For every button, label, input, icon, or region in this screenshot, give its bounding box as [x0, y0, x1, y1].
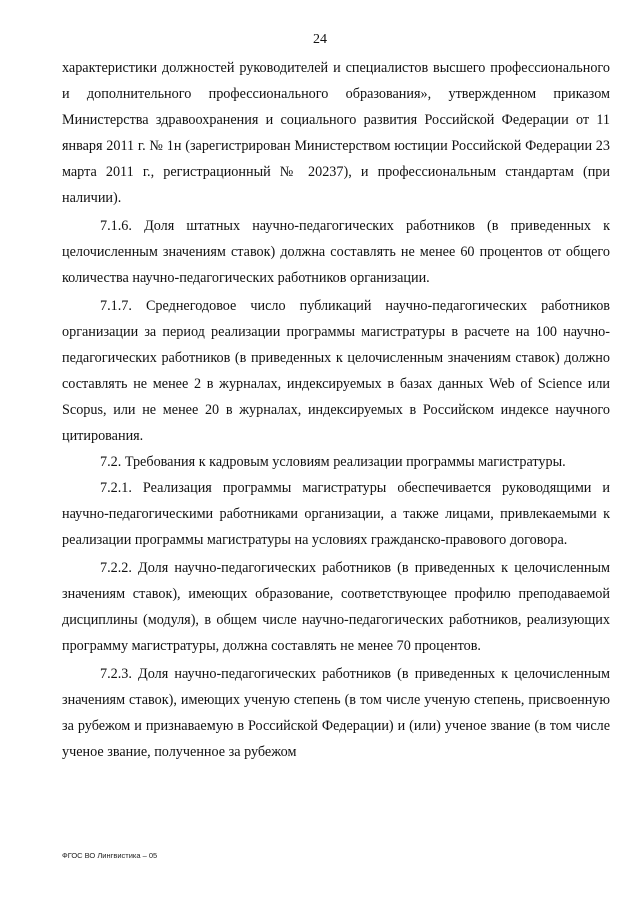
- body-text: [62, 55, 610, 765]
- paragraph-7-2-2: 7.2.2. Доля научно-педагогических работников (в приведенных к целочисленным значениям ставок), имеющих образование, соответствующее профилю преподаваемой дисциплины (модуля), в общем числе научно-педагогических работников, реализующих программу магистратуры, должна составлять не менее 70 процентов.: [62, 560, 610, 654]
- page-number: 24: [313, 32, 327, 47]
- paragraph-7-1-7: 7.1.7. Среднегодовое число публикаций научно-педагогических работников организации за период реализации программы магистратуры в расчете на 100 научно-педагогических работников (в приведенных к целочисленным значениям ставок) должно составлять не менее 2 в журналах, индексируемых в базах данных Web of Science или Scopus, или не менее 20 в журналах, индексируемых в Российском индексе научного цитирования.: [62, 298, 610, 444]
- paragraph-7-1-6: 7.1.6. Доля штатных научно-педагогических работников (в приведенных к целочисленным значениям ставок) должна составлять не менее 60 процентов от общего количества научно-педагогических работников организации.: [62, 218, 610, 286]
- paragraph-continuation: характеристики должностей руководителей и специалистов высшего профессионального и дополнительного профессионального образования», утвержденном приказом Министерства здравоохранения и социального развития Российской Федерации от 11 января 2011 г. № 1н (зарегистрирован Министерством юстиции Российской Федерации 23 марта 2011 г., регистрационный № 20237), и профессиональным стандартам (при наличии).: [62, 60, 610, 206]
- paragraph-7-2: 7.2. Требования к кадровым условиям реализации программы магистратуры.: [100, 454, 566, 470]
- page-footer: ФГОС ВО Лингвистика – 05: [62, 851, 158, 860]
- paragraph-7-2-3: 7.2.3. Доля научно-педагогических работников (в приведенных к целочисленным значениям ставок), имеющих ученую степень (в том числе ученую степень, присвоенную за рубежом и признаваемую в Российской Федерации) и (или) ученое звание (в том числе ученое звание, полученное за рубежом: [62, 666, 610, 760]
- paragraph-7-2-1: 7.2.1. Реализация программы магистратуры обеспечивается руководящими и научно-педагогическими работниками организации, а также лицами, привлекаемыми к реализации программы магистратуры на условиях гражданско-правового договора.: [62, 480, 610, 548]
